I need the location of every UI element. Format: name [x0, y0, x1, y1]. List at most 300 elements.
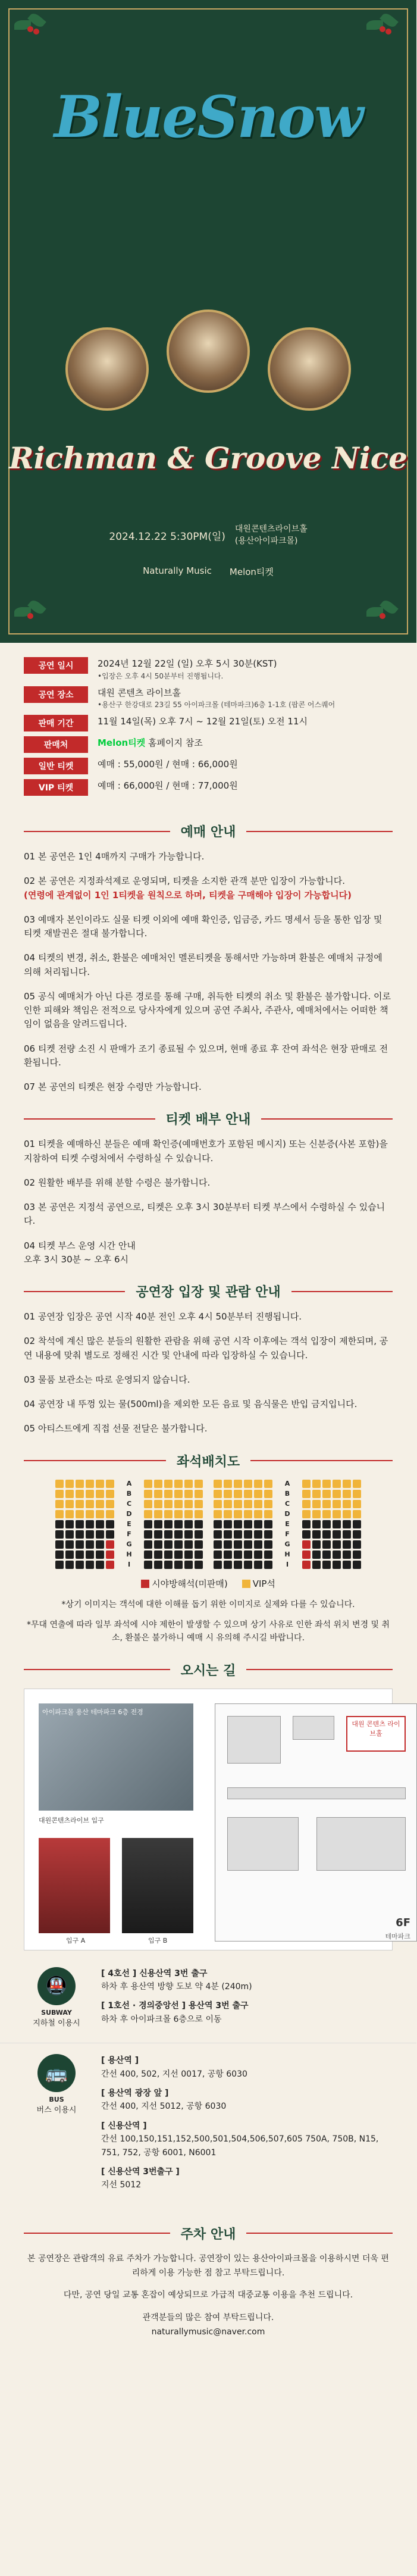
info-value [88, 686, 335, 711]
seat [154, 1520, 162, 1528]
poster-date-row [0, 524, 416, 547]
plan-block [293, 1716, 334, 1740]
seat [144, 1561, 152, 1569]
line-heading: [ 신용산역 3번출구 ] [101, 2167, 180, 2177]
naturally-music-logo: Naturally Music [143, 565, 212, 576]
info-value [88, 715, 308, 729]
seat [234, 1561, 242, 1569]
seat [106, 1490, 114, 1498]
seat-row-label: E [285, 1520, 290, 1528]
seat [244, 1480, 252, 1488]
subway-desc: 지하철 이용시 [33, 2018, 80, 2028]
seat [214, 1520, 222, 1528]
melon-ticket-link[interactable]: Melon티켓 [98, 737, 146, 748]
section-title: 오시는 길 [180, 1663, 236, 1678]
seat [144, 1530, 152, 1539]
seat [322, 1500, 331, 1508]
seat [86, 1480, 94, 1488]
seat [264, 1530, 272, 1539]
seat [184, 1500, 193, 1508]
entry-list [0, 1310, 416, 1436]
seat [106, 1530, 114, 1539]
seat [174, 1520, 183, 1528]
plan-corridor [227, 1787, 406, 1799]
info-value-text: 대원 콘텐츠 라이브홀 [98, 687, 181, 698]
info-row-venue [24, 686, 393, 711]
info-value-text: 예매 : 55,000원 / 현매 : 66,000원 [98, 759, 238, 770]
seat [164, 1530, 173, 1539]
seat [195, 1510, 203, 1518]
seat [244, 1530, 252, 1539]
seat-row-label: F [285, 1530, 290, 1538]
list-item: 04 공연장 내 뚜껑 있는 물(500ml)을 제외한 모든 음료 및 음식물은 반입 금지입니다. [24, 1399, 358, 1409]
line-text: 지선 5012 [101, 2180, 142, 2190]
seat [312, 1561, 321, 1569]
line-heading: [ 용산역 광장 앞 ] [101, 2089, 169, 2099]
seat [302, 1530, 311, 1539]
seat [65, 1510, 74, 1518]
seat [214, 1480, 222, 1488]
seat [184, 1510, 193, 1518]
subway-lines [89, 1967, 252, 2033]
seat [96, 1561, 104, 1569]
section-header-seats [24, 1452, 393, 1470]
seat-row-label: G [284, 1540, 290, 1548]
divider [24, 1291, 125, 1292]
legend-swatch [242, 1580, 250, 1588]
seat [184, 1520, 193, 1528]
seat [214, 1540, 222, 1549]
seat [154, 1550, 162, 1559]
seat [234, 1530, 242, 1539]
list-item: 01 본 공연은 1인 4매까지 구매가 가능합니다. [24, 851, 205, 862]
seat [106, 1561, 114, 1569]
seat [174, 1490, 183, 1498]
seat [164, 1520, 173, 1528]
list-item: 01 티켓을 예매하신 분들은 예매 확인증(예매번호가 포함된 메시지) 또는 신분증(사본 포함)을 지참하여 티켓 수령처에서 수령하실 수 있습니다. [24, 1139, 388, 1164]
info-value-text: 2024년 12월 22일 (일) 오후 5시 30분(KST) [98, 658, 277, 669]
entrance-a-photo [39, 1838, 110, 1933]
section-header-entry [24, 1282, 393, 1300]
line-heading: [ 1호선 · 경의중앙선 ] 용산역 3번 출구 [101, 2001, 249, 2011]
seat [302, 1490, 311, 1498]
seat [195, 1540, 203, 1549]
list-item: 04 티켓 부스 운영 시간 안내 [24, 1240, 136, 1251]
seat [55, 1530, 64, 1539]
seat [106, 1510, 114, 1518]
seat [86, 1540, 94, 1549]
seat [353, 1540, 361, 1549]
list-item: 03 물품 보관소는 따로 운영되지 않습니다. [24, 1374, 190, 1385]
seat [76, 1561, 84, 1569]
seat-note-1: *상기 이미지는 객석에 대한 이해를 돕기 위한 이미지로 실제와 다를 수 있습니다. [61, 1599, 355, 1609]
list-item: 04 티켓의 변경, 취소, 환불은 예매처인 멜론티켓을 통해서만 가능하며 환불은 예매처 규정에 의해 처리됩니다. [24, 952, 382, 977]
divider [291, 1291, 393, 1292]
seat-row-label: G [126, 1540, 132, 1548]
photo-caption: 아이파크몰 용산 테마파크 6층 전경 [42, 1708, 143, 1716]
holly-icon [14, 601, 50, 625]
seat [76, 1480, 84, 1488]
melon-ticket-logo: Melon티켓 [229, 567, 274, 577]
seat [353, 1550, 361, 1559]
seat [312, 1480, 321, 1488]
seat [333, 1500, 341, 1508]
plan-block [227, 1716, 281, 1764]
contact-email[interactable]: naturallymusic@naver.com [151, 2327, 265, 2337]
seat [312, 1520, 321, 1528]
seat [154, 1561, 162, 1569]
seat [65, 1520, 74, 1528]
subway-label: SUBWAY [41, 2008, 72, 2017]
seat [302, 1480, 311, 1488]
seat [234, 1490, 242, 1498]
info-label: 공연 장소 [24, 686, 88, 703]
seat [234, 1510, 242, 1518]
seat [164, 1480, 173, 1488]
seat [174, 1480, 183, 1488]
parking-text: 다만, 공연 당일 교통 혼잡이 예상되므로 가급적 대중교통 이용을 추천 드립니다. [63, 2290, 353, 2300]
seat [224, 1500, 232, 1508]
seat [214, 1490, 222, 1498]
seat [174, 1510, 183, 1518]
seat [184, 1490, 193, 1498]
seat [244, 1561, 252, 1569]
seat [55, 1510, 64, 1518]
seat [312, 1530, 321, 1539]
seat [302, 1540, 311, 1549]
info-row-seller [24, 736, 393, 753]
photo-caption: 입구 B [148, 1936, 168, 1944]
seat [353, 1480, 361, 1488]
venue-photo [39, 1703, 193, 1811]
section-header-parking [24, 2224, 393, 2243]
seat-row-label: C [126, 1499, 132, 1508]
seat [184, 1530, 193, 1539]
divider [246, 1669, 393, 1670]
seat [343, 1500, 351, 1508]
seat [312, 1550, 321, 1559]
seat [244, 1550, 252, 1559]
seat [86, 1490, 94, 1498]
seat [234, 1540, 242, 1549]
seat [96, 1500, 104, 1508]
plan-block [227, 1817, 299, 1871]
seat [174, 1540, 183, 1549]
seat [65, 1550, 74, 1559]
seat [224, 1510, 232, 1518]
holly-icon [366, 14, 402, 38]
seat [154, 1540, 162, 1549]
seat [106, 1500, 114, 1508]
seat [353, 1510, 361, 1518]
list-item: 02 착석에 계신 많은 분들의 원활한 관람을 위해 공연 시작 이후에는 객석 입장이 제한되며, 공연 내용에 맞춰 별도로 정해진 시간 및 안내에 따라 입장하실 수 있습니다. [24, 1336, 388, 1361]
seat [333, 1561, 341, 1569]
seat [244, 1520, 252, 1528]
seat-note-2: *무대 연출에 따라 일부 좌석에 시야 제한이 발생할 수 있으며 상기 사유로 인한 좌석 위치 변경 및 취소, 환불은 불가하니 예매 시 유의해 주시길 바랍니다. [26, 1620, 390, 1643]
seat [65, 1530, 74, 1539]
booking-list [0, 850, 416, 1094]
seat [302, 1561, 311, 1569]
seat [144, 1520, 152, 1528]
legend-vip [242, 1577, 275, 1590]
seat-block-center-left [144, 1480, 203, 1569]
holly-icon [366, 601, 402, 625]
seat [195, 1550, 203, 1559]
list-item: 03 본 공연은 지정석 공연으로, 티켓은 오후 3시 30분부터 티켓 부스에서 수령하실 수 있습니다. [24, 1202, 385, 1227]
seat [184, 1540, 193, 1549]
info-row-sale-period [24, 715, 393, 731]
seat [195, 1520, 203, 1528]
seat [86, 1510, 94, 1518]
seat [343, 1480, 351, 1488]
seat-row-label: E [127, 1520, 131, 1528]
parking-text: 본 공연장은 관람객의 유료 주차가 가능합니다. 공연장이 있는 용산아이파크몰을 이용하시면 더욱 편리하게 이용 가능한 점 참고 부탁드립니다. [27, 2253, 389, 2278]
seat [154, 1530, 162, 1539]
seat [106, 1520, 114, 1528]
seat-row-label: H [126, 1550, 132, 1558]
section-title: 티켓 배부 안내 [165, 1112, 251, 1128]
musician-photos [65, 327, 351, 411]
seat [96, 1510, 104, 1518]
seat [96, 1520, 104, 1528]
seat [76, 1520, 84, 1528]
seat [234, 1550, 242, 1559]
seat [322, 1520, 331, 1528]
plan-floor: 6F [396, 1916, 410, 1929]
seat [96, 1540, 104, 1549]
seat [264, 1510, 272, 1518]
seat [302, 1510, 311, 1518]
line-text: 간선 100,150,151,152,500,501,504,506,507,605 750A, 750B, N15, 751, 752, 공항 6001, N6001 [101, 2134, 379, 2158]
seat [312, 1540, 321, 1549]
concert-poster [0, 0, 416, 643]
seat [154, 1490, 162, 1498]
seat [254, 1561, 262, 1569]
seat [322, 1561, 331, 1569]
seat [164, 1490, 173, 1498]
seat [333, 1530, 341, 1539]
list-item: 02 본 공연은 지정좌석제로 운영되며, 티켓을 소지한 관객 분만 입장이 가능합니다. [24, 876, 345, 887]
seat-legend [0, 1577, 416, 1590]
poster-subtitle: Richman & Groove Nice [9, 440, 407, 476]
seat [244, 1510, 252, 1518]
info-label: 판매처 [24, 736, 88, 753]
seat [55, 1490, 64, 1498]
seat [264, 1561, 272, 1569]
floor-plan [215, 1703, 417, 1942]
seat [214, 1500, 222, 1508]
seat [76, 1530, 84, 1539]
entrance-b-photo [122, 1838, 193, 1933]
seat-row-label: B [126, 1489, 132, 1498]
seat [164, 1561, 173, 1569]
seat [333, 1510, 341, 1518]
seat [302, 1520, 311, 1528]
seat [343, 1490, 351, 1498]
seat [76, 1540, 84, 1549]
seat [254, 1520, 262, 1528]
seat-block-right [302, 1480, 361, 1569]
seat [144, 1480, 152, 1488]
seat [322, 1540, 331, 1549]
divider [246, 831, 393, 832]
subway-icon: 🚇 [37, 1967, 76, 2005]
seat [302, 1500, 311, 1508]
transit-bus [0, 2043, 416, 2209]
holly-icon [14, 14, 50, 38]
section-title: 예매 안내 [180, 825, 236, 840]
venue-map [24, 1689, 410, 1950]
info-value [88, 779, 238, 793]
seat-row-label: C [284, 1499, 290, 1508]
seat [224, 1540, 232, 1549]
info-label: 공연 일시 [24, 657, 88, 674]
seat [144, 1490, 152, 1498]
bus-label: BUS [49, 2096, 64, 2104]
seat-row-label: I [127, 1560, 131, 1568]
divider [250, 1460, 393, 1461]
seat [195, 1490, 203, 1498]
divider [24, 831, 170, 832]
seat [86, 1561, 94, 1569]
seat [76, 1510, 84, 1518]
seat [55, 1540, 64, 1549]
seat [55, 1520, 64, 1528]
seat [264, 1480, 272, 1488]
seat [254, 1500, 262, 1508]
musician-photo [167, 310, 250, 393]
bus-icon: 🚌 [37, 2054, 76, 2092]
line-text: 간선 400, 지선 5012, 공항 6030 [101, 2102, 227, 2112]
seat [343, 1550, 351, 1559]
divider [246, 2233, 393, 2234]
seat [65, 1540, 74, 1549]
seat [244, 1540, 252, 1549]
seat [322, 1480, 331, 1488]
seat [254, 1510, 262, 1518]
bus-icon-col [24, 2054, 89, 2198]
seat [164, 1510, 173, 1518]
seat [154, 1500, 162, 1508]
seat [76, 1490, 84, 1498]
seat [343, 1530, 351, 1539]
seat [322, 1530, 331, 1539]
seat [106, 1480, 114, 1488]
seat [214, 1550, 222, 1559]
seat [264, 1490, 272, 1498]
seat-row-label: B [284, 1489, 290, 1498]
seat [224, 1520, 232, 1528]
section-title: 주차 안내 [180, 2227, 236, 2242]
seat [214, 1530, 222, 1539]
list-item: 오후 3시 30분 ~ 오후 6시 [24, 1253, 129, 1265]
info-label: VIP 티켓 [24, 779, 88, 796]
bus-line-group [101, 2165, 393, 2192]
poster-venue-line2: (용산아이파크몰) [234, 536, 298, 546]
seat [195, 1561, 203, 1569]
seat [195, 1500, 203, 1508]
section-header-booking [24, 822, 393, 840]
musician-photo [268, 327, 351, 411]
seat [65, 1480, 74, 1488]
transit-subway [0, 1956, 416, 2044]
seat [174, 1550, 183, 1559]
seat [353, 1490, 361, 1498]
photo-caption: 대원콘텐츠라이브 입구 [39, 1816, 104, 1824]
musician-photo [65, 327, 149, 411]
seat [343, 1561, 351, 1569]
seat [144, 1510, 152, 1518]
seat [65, 1561, 74, 1569]
seat [144, 1500, 152, 1508]
seat [154, 1480, 162, 1488]
legend-swatch [141, 1580, 149, 1588]
seat [76, 1550, 84, 1559]
seat [174, 1530, 183, 1539]
concert-info [0, 643, 416, 806]
seat-block-left [55, 1480, 114, 1569]
seat [195, 1480, 203, 1488]
seat [353, 1561, 361, 1569]
seat [254, 1550, 262, 1559]
poster-date: 2024.12.22 5:30PM(일) [109, 531, 225, 543]
seat-row-labels [125, 1480, 133, 1569]
list-item: 05 공식 예매처가 아닌 다른 경로를 통해 구매, 취득한 티켓의 취소 및 환불은 불가합니다. 이로 인한 피해와 책임은 전적으로 당사자에게 있으며 공연 주최사, 주관사, 예매처에서는 어떠한 책임이 없음을 알려드립니다. [24, 990, 391, 1030]
legend-label: 시야방해석(미판매) [152, 1578, 228, 1589]
seat [96, 1490, 104, 1498]
divider [24, 1460, 166, 1461]
parking-info [0, 2252, 416, 2372]
legend-label: VIP석 [252, 1578, 275, 1589]
seat [333, 1480, 341, 1488]
poster-logos [0, 565, 416, 578]
seat [254, 1490, 262, 1498]
seat [254, 1540, 262, 1549]
bus-lines [89, 2054, 393, 2198]
info-label: 일반 티켓 [24, 758, 88, 774]
seat-map [24, 1480, 393, 1569]
seat-block-center-right [214, 1480, 272, 1569]
section-title: 좌석배치도 [176, 1454, 240, 1470]
seat [312, 1490, 321, 1498]
seat [302, 1550, 311, 1559]
seat [264, 1520, 272, 1528]
divider [261, 1118, 393, 1120]
seat-row-label: D [126, 1509, 132, 1518]
bus-line-group [101, 2119, 393, 2159]
seat [55, 1500, 64, 1508]
subway-icon-col [24, 1967, 89, 2033]
seat [65, 1490, 74, 1498]
plan-block [316, 1817, 406, 1871]
seat [224, 1550, 232, 1559]
seat [244, 1490, 252, 1498]
parking-text: 관객분들의 많은 참여 부탁드립니다. [142, 2313, 274, 2323]
plan-floor-sub: 테마파크 [385, 1932, 410, 1940]
seat [264, 1550, 272, 1559]
seat [164, 1540, 173, 1549]
seat-row-labels [283, 1480, 291, 1569]
legend-obstructed [141, 1577, 228, 1590]
seat [343, 1510, 351, 1518]
info-value-text: 예매 : 66,000원 / 현매 : 77,000원 [98, 780, 238, 791]
divider [24, 1669, 170, 1670]
section-header-directions [24, 1661, 393, 1679]
list-item: 03 예매자 본인이라도 실물 티켓 이외에 예매 확인증, 입금증, 카드 명세서 등을 통한 입장 및 티켓 재발권은 절대 불가합니다. [24, 914, 382, 939]
seat-row-label: H [284, 1550, 290, 1558]
seat-row-label: D [284, 1509, 290, 1518]
seat [353, 1530, 361, 1539]
